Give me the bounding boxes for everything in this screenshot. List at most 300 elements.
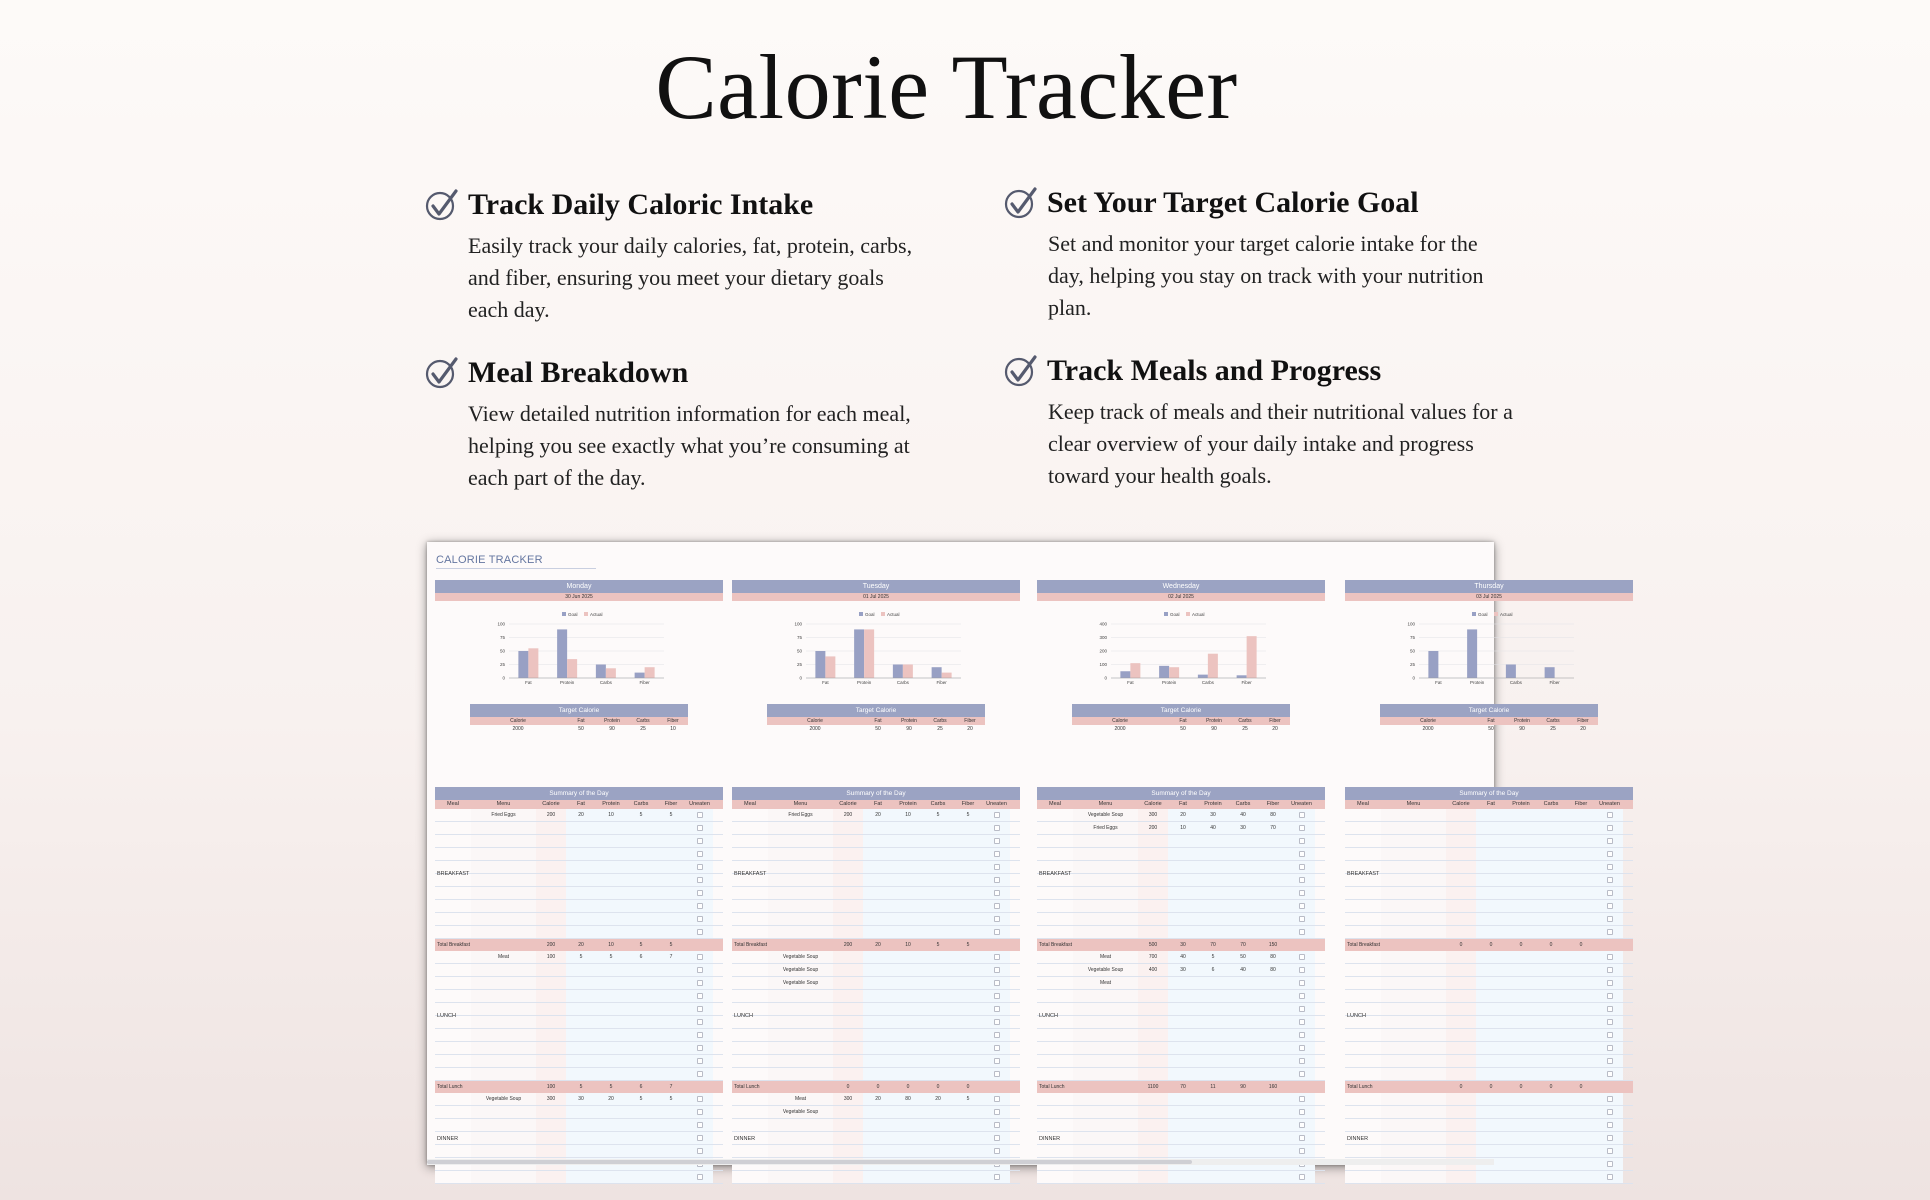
nutrient-cell[interactable] <box>863 1016 893 1028</box>
menu-cell[interactable] <box>1381 964 1446 976</box>
nutrient-cell[interactable] <box>863 1068 893 1080</box>
nutrient-cell[interactable] <box>1228 1042 1258 1054</box>
uneaten-checkbox[interactable] <box>1299 890 1305 896</box>
nutrient-cell[interactable] <box>1446 1145 1476 1157</box>
scrollbar-thumb[interactable] <box>427 1160 1192 1164</box>
nutrient-cell[interactable] <box>626 1145 656 1157</box>
nutrient-cell[interactable] <box>1228 913 1258 925</box>
nutrient-cell[interactable] <box>656 861 686 873</box>
nutrient-cell[interactable] <box>863 874 893 886</box>
nutrient-cell[interactable] <box>1198 1016 1228 1028</box>
nutrient-cell[interactable] <box>1566 1171 1596 1183</box>
nutrient-cell[interactable] <box>1228 1029 1258 1041</box>
nutrient-cell[interactable] <box>953 1171 983 1183</box>
nutrient-cell[interactable] <box>833 977 863 989</box>
nutrient-cell[interactable]: 5 <box>953 1093 983 1105</box>
nutrient-cell[interactable] <box>953 977 983 989</box>
uneaten-checkbox[interactable] <box>697 1006 703 1012</box>
menu-cell[interactable] <box>768 1016 833 1028</box>
uneaten-checkbox[interactable] <box>697 967 703 973</box>
nutrient-cell[interactable] <box>1168 1016 1198 1028</box>
nutrient-cell[interactable] <box>1258 1042 1288 1054</box>
nutrient-cell[interactable] <box>893 990 923 1002</box>
menu-cell[interactable] <box>471 913 536 925</box>
nutrient-cell[interactable] <box>953 926 983 938</box>
nutrient-cell[interactable] <box>1446 1093 1476 1105</box>
nutrient-cell[interactable]: 300 <box>1138 809 1168 821</box>
nutrient-cell[interactable] <box>656 848 686 860</box>
uneaten-checkbox[interactable] <box>1607 825 1613 831</box>
uneaten-checkbox[interactable] <box>994 877 1000 883</box>
nutrient-cell[interactable] <box>1138 1029 1168 1041</box>
uneaten-checkbox[interactable] <box>697 890 703 896</box>
nutrient-cell[interactable] <box>536 900 566 912</box>
nutrient-cell[interactable] <box>1198 1171 1228 1183</box>
nutrient-cell[interactable]: 40 <box>1168 951 1198 963</box>
nutrient-cell[interactable] <box>1138 1055 1168 1067</box>
nutrient-cell[interactable] <box>1566 1093 1596 1105</box>
menu-cell[interactable] <box>1073 1042 1138 1054</box>
nutrient-cell[interactable] <box>1138 874 1168 886</box>
nutrient-cell[interactable] <box>923 861 953 873</box>
nutrient-cell[interactable] <box>626 822 656 834</box>
nutrient-cell[interactable] <box>1258 1016 1288 1028</box>
nutrient-cell[interactable] <box>953 1003 983 1015</box>
nutrient-cell[interactable] <box>1476 1145 1506 1157</box>
menu-cell[interactable] <box>768 822 833 834</box>
nutrient-cell[interactable] <box>893 861 923 873</box>
nutrient-cell[interactable] <box>1536 1132 1566 1144</box>
menu-cell[interactable]: Vegetable Soup <box>471 1093 536 1105</box>
uneaten-checkbox[interactable] <box>1607 954 1613 960</box>
nutrient-cell[interactable] <box>536 977 566 989</box>
nutrient-cell[interactable] <box>1446 1042 1476 1054</box>
nutrient-cell[interactable] <box>656 1132 686 1144</box>
menu-cell[interactable] <box>1073 913 1138 925</box>
menu-cell[interactable] <box>1073 1119 1138 1131</box>
nutrient-cell[interactable] <box>1506 1055 1536 1067</box>
nutrient-cell[interactable] <box>1138 887 1168 899</box>
nutrient-cell[interactable] <box>1138 1171 1168 1183</box>
nutrient-cell[interactable] <box>1258 835 1288 847</box>
menu-cell[interactable] <box>1381 835 1446 847</box>
nutrient-cell[interactable] <box>656 1029 686 1041</box>
nutrient-cell[interactable]: 80 <box>1258 964 1288 976</box>
nutrient-cell[interactable] <box>1536 964 1566 976</box>
uneaten-checkbox[interactable] <box>1607 1032 1613 1038</box>
nutrient-cell[interactable] <box>833 1119 863 1131</box>
menu-cell[interactable]: Meat <box>471 951 536 963</box>
nutrient-cell[interactable] <box>536 848 566 860</box>
nutrient-cell[interactable] <box>1258 1068 1288 1080</box>
nutrient-cell[interactable] <box>1446 1055 1476 1067</box>
nutrient-cell[interactable] <box>596 1106 626 1118</box>
nutrient-cell[interactable] <box>833 1055 863 1067</box>
nutrient-cell[interactable]: 10 <box>893 809 923 821</box>
nutrient-cell[interactable] <box>1258 1003 1288 1015</box>
nutrient-cell[interactable] <box>1476 874 1506 886</box>
nutrient-cell[interactable] <box>923 913 953 925</box>
nutrient-cell[interactable] <box>863 913 893 925</box>
nutrient-cell[interactable] <box>1258 926 1288 938</box>
uneaten-checkbox[interactable] <box>994 890 1000 896</box>
nutrient-cell[interactable] <box>1476 1093 1506 1105</box>
nutrient-cell[interactable] <box>953 835 983 847</box>
nutrient-cell[interactable] <box>923 1068 953 1080</box>
nutrient-cell[interactable] <box>1536 1068 1566 1080</box>
nutrient-cell[interactable] <box>1566 964 1596 976</box>
nutrient-cell[interactable] <box>626 1003 656 1015</box>
nutrient-cell[interactable] <box>1446 951 1476 963</box>
nutrient-cell[interactable] <box>626 964 656 976</box>
uneaten-checkbox[interactable] <box>994 1045 1000 1051</box>
uneaten-checkbox[interactable] <box>697 993 703 999</box>
nutrient-cell[interactable]: 100 <box>536 951 566 963</box>
nutrient-cell[interactable] <box>1258 1132 1288 1144</box>
nutrient-cell[interactable] <box>656 1068 686 1080</box>
nutrient-cell[interactable] <box>1536 887 1566 899</box>
nutrient-cell[interactable] <box>1168 1171 1198 1183</box>
nutrient-cell[interactable] <box>923 1003 953 1015</box>
uneaten-checkbox[interactable] <box>1299 1045 1305 1051</box>
nutrient-cell[interactable] <box>1506 1016 1536 1028</box>
nutrient-cell[interactable] <box>893 1068 923 1080</box>
nutrient-cell[interactable] <box>626 1042 656 1054</box>
nutrient-cell[interactable] <box>1168 1106 1198 1118</box>
nutrient-cell[interactable] <box>1566 835 1596 847</box>
nutrient-cell[interactable] <box>1536 1055 1566 1067</box>
nutrient-cell[interactable] <box>596 1119 626 1131</box>
nutrient-cell[interactable] <box>626 1055 656 1067</box>
nutrient-cell[interactable] <box>1506 1042 1536 1054</box>
uneaten-checkbox[interactable] <box>1607 1045 1613 1051</box>
nutrient-cell[interactable] <box>536 1016 566 1028</box>
nutrient-cell[interactable] <box>1476 977 1506 989</box>
nutrient-cell[interactable] <box>833 887 863 899</box>
nutrient-cell[interactable] <box>893 874 923 886</box>
nutrient-cell[interactable] <box>596 1016 626 1028</box>
nutrient-cell[interactable] <box>1506 951 1536 963</box>
nutrient-cell[interactable] <box>1536 809 1566 821</box>
nutrient-cell[interactable] <box>566 1029 596 1041</box>
nutrient-cell[interactable] <box>1506 1158 1536 1170</box>
nutrient-cell[interactable] <box>863 822 893 834</box>
uneaten-checkbox[interactable] <box>697 851 703 857</box>
nutrient-cell[interactable]: 30 <box>566 1093 596 1105</box>
menu-cell[interactable] <box>768 1055 833 1067</box>
nutrient-cell[interactable]: 30 <box>1168 964 1198 976</box>
menu-cell[interactable] <box>1381 1132 1446 1144</box>
nutrient-cell[interactable] <box>1506 835 1536 847</box>
nutrient-cell[interactable] <box>923 1055 953 1067</box>
nutrient-cell[interactable] <box>1168 1093 1198 1105</box>
nutrient-cell[interactable] <box>536 1106 566 1118</box>
menu-cell[interactable] <box>1381 926 1446 938</box>
nutrient-cell[interactable] <box>536 1029 566 1041</box>
nutrient-cell[interactable] <box>596 900 626 912</box>
nutrient-cell[interactable] <box>566 1171 596 1183</box>
nutrient-cell[interactable] <box>1506 861 1536 873</box>
menu-cell[interactable] <box>471 1068 536 1080</box>
menu-cell[interactable] <box>1073 861 1138 873</box>
nutrient-cell[interactable] <box>1536 913 1566 925</box>
nutrient-cell[interactable] <box>536 887 566 899</box>
nutrient-cell[interactable] <box>656 887 686 899</box>
nutrient-cell[interactable] <box>1476 822 1506 834</box>
menu-cell[interactable] <box>1073 1145 1138 1157</box>
nutrient-cell[interactable] <box>1168 835 1198 847</box>
nutrient-cell[interactable] <box>1536 1145 1566 1157</box>
nutrient-cell[interactable] <box>1228 1171 1258 1183</box>
uneaten-checkbox[interactable] <box>1299 1006 1305 1012</box>
nutrient-cell[interactable] <box>1506 977 1536 989</box>
nutrient-cell[interactable] <box>1198 835 1228 847</box>
nutrient-cell[interactable] <box>566 1106 596 1118</box>
nutrient-cell[interactable] <box>626 1171 656 1183</box>
nutrient-cell[interactable] <box>833 964 863 976</box>
menu-cell[interactable] <box>1381 1106 1446 1118</box>
nutrient-cell[interactable] <box>1258 900 1288 912</box>
uneaten-checkbox[interactable] <box>697 1032 703 1038</box>
nutrient-cell[interactable] <box>893 1055 923 1067</box>
nutrient-cell[interactable] <box>596 874 626 886</box>
uneaten-checkbox[interactable] <box>1607 929 1613 935</box>
nutrient-cell[interactable] <box>566 1132 596 1144</box>
nutrient-cell[interactable]: 5 <box>923 809 953 821</box>
nutrient-cell[interactable] <box>1198 1055 1228 1067</box>
uneaten-checkbox[interactable] <box>994 993 1000 999</box>
nutrient-cell[interactable] <box>1198 977 1228 989</box>
uneaten-checkbox[interactable] <box>1607 838 1613 844</box>
nutrient-cell[interactable] <box>1138 1119 1168 1131</box>
uneaten-checkbox[interactable] <box>697 1135 703 1141</box>
nutrient-cell[interactable] <box>923 1145 953 1157</box>
nutrient-cell[interactable]: 300 <box>833 1093 863 1105</box>
nutrient-cell[interactable] <box>656 977 686 989</box>
menu-cell[interactable]: Vegetable Soup <box>768 951 833 963</box>
nutrient-cell[interactable] <box>1566 900 1596 912</box>
nutrient-cell[interactable] <box>596 964 626 976</box>
nutrient-cell[interactable] <box>923 926 953 938</box>
nutrient-cell[interactable] <box>596 977 626 989</box>
uneaten-checkbox[interactable] <box>1607 1122 1613 1128</box>
uneaten-checkbox[interactable] <box>1299 916 1305 922</box>
uneaten-checkbox[interactable] <box>697 1096 703 1102</box>
nutrient-cell[interactable] <box>1536 1042 1566 1054</box>
nutrient-cell[interactable] <box>863 887 893 899</box>
uneaten-checkbox[interactable] <box>697 954 703 960</box>
menu-cell[interactable] <box>768 913 833 925</box>
nutrient-cell[interactable] <box>1476 951 1506 963</box>
nutrient-cell[interactable] <box>1506 887 1536 899</box>
nutrient-cell[interactable] <box>833 1171 863 1183</box>
menu-cell[interactable] <box>471 835 536 847</box>
nutrient-cell[interactable] <box>923 977 953 989</box>
nutrient-cell[interactable] <box>953 848 983 860</box>
uneaten-checkbox[interactable] <box>1299 929 1305 935</box>
nutrient-cell[interactable] <box>536 835 566 847</box>
nutrient-cell[interactable] <box>536 913 566 925</box>
nutrient-cell[interactable] <box>923 1106 953 1118</box>
nutrient-cell[interactable] <box>1476 809 1506 821</box>
nutrient-cell[interactable] <box>1168 1003 1198 1015</box>
uneaten-checkbox[interactable] <box>697 1148 703 1154</box>
nutrient-cell[interactable] <box>566 977 596 989</box>
nutrient-cell[interactable] <box>626 977 656 989</box>
nutrient-cell[interactable] <box>1198 1042 1228 1054</box>
menu-cell[interactable] <box>1381 848 1446 860</box>
nutrient-cell[interactable] <box>1228 1016 1258 1028</box>
nutrient-cell[interactable] <box>566 1145 596 1157</box>
nutrient-cell[interactable] <box>893 835 923 847</box>
menu-cell[interactable] <box>768 1068 833 1080</box>
nutrient-cell[interactable] <box>1446 861 1476 873</box>
nutrient-cell[interactable] <box>1198 1132 1228 1144</box>
nutrient-cell[interactable] <box>596 1145 626 1157</box>
menu-cell[interactable]: Fried Eggs <box>768 809 833 821</box>
menu-cell[interactable] <box>1381 809 1446 821</box>
nutrient-cell[interactable] <box>566 964 596 976</box>
nutrient-cell[interactable] <box>566 835 596 847</box>
nutrient-cell[interactable] <box>863 848 893 860</box>
nutrient-cell[interactable] <box>1446 887 1476 899</box>
nutrient-cell[interactable] <box>893 977 923 989</box>
nutrient-cell[interactable] <box>626 1119 656 1131</box>
nutrient-cell[interactable] <box>1446 990 1476 1002</box>
nutrient-cell[interactable] <box>656 1106 686 1118</box>
menu-cell[interactable]: Vegetable Soup <box>1073 809 1138 821</box>
uneaten-checkbox[interactable] <box>994 851 1000 857</box>
nutrient-cell[interactable] <box>893 1171 923 1183</box>
uneaten-checkbox[interactable] <box>1607 1096 1613 1102</box>
nutrient-cell[interactable] <box>863 926 893 938</box>
menu-cell[interactable]: Meat <box>1073 977 1138 989</box>
nutrient-cell[interactable] <box>1228 977 1258 989</box>
nutrient-cell[interactable] <box>1198 1068 1228 1080</box>
menu-cell[interactable] <box>1073 1016 1138 1028</box>
nutrient-cell[interactable] <box>1476 1042 1506 1054</box>
uneaten-checkbox[interactable] <box>994 1019 1000 1025</box>
uneaten-checkbox[interactable] <box>994 1122 1000 1128</box>
menu-cell[interactable] <box>471 964 536 976</box>
nutrient-cell[interactable] <box>1138 990 1168 1002</box>
nutrient-cell[interactable] <box>1476 1119 1506 1131</box>
nutrient-cell[interactable] <box>1476 913 1506 925</box>
uneaten-checkbox[interactable] <box>1607 993 1613 999</box>
nutrient-cell[interactable] <box>656 1003 686 1015</box>
nutrient-cell[interactable] <box>863 1003 893 1015</box>
nutrient-cell[interactable] <box>1138 1132 1168 1144</box>
nutrient-cell[interactable]: 5 <box>656 1093 686 1105</box>
nutrient-cell[interactable] <box>1258 990 1288 1002</box>
menu-cell[interactable] <box>1381 887 1446 899</box>
uneaten-checkbox[interactable] <box>1299 851 1305 857</box>
nutrient-cell[interactable] <box>863 1132 893 1144</box>
nutrient-cell[interactable] <box>566 1042 596 1054</box>
nutrient-cell[interactable] <box>953 822 983 834</box>
nutrient-cell[interactable] <box>923 887 953 899</box>
nutrient-cell[interactable] <box>596 913 626 925</box>
nutrient-cell[interactable] <box>1476 1132 1506 1144</box>
nutrient-cell[interactable]: 50 <box>1228 951 1258 963</box>
nutrient-cell[interactable] <box>656 822 686 834</box>
nutrient-cell[interactable] <box>953 887 983 899</box>
nutrient-cell[interactable]: 40 <box>1228 964 1258 976</box>
nutrient-cell[interactable] <box>1536 1158 1566 1170</box>
menu-cell[interactable] <box>1073 887 1138 899</box>
nutrient-cell[interactable] <box>1536 874 1566 886</box>
nutrient-cell[interactable] <box>1536 1016 1566 1028</box>
nutrient-cell[interactable] <box>626 887 656 899</box>
nutrient-cell[interactable] <box>1446 964 1476 976</box>
nutrient-cell[interactable] <box>566 1003 596 1015</box>
nutrient-cell[interactable] <box>953 874 983 886</box>
nutrient-cell[interactable] <box>1536 1119 1566 1131</box>
menu-cell[interactable]: Vegetable Soup <box>768 977 833 989</box>
nutrient-cell[interactable] <box>833 1145 863 1157</box>
nutrient-cell[interactable] <box>1138 835 1168 847</box>
nutrient-cell[interactable] <box>923 874 953 886</box>
nutrient-cell[interactable] <box>536 1003 566 1015</box>
menu-cell[interactable] <box>471 861 536 873</box>
nutrient-cell[interactable] <box>833 1106 863 1118</box>
nutrient-cell[interactable]: 200 <box>536 809 566 821</box>
nutrient-cell[interactable]: 10 <box>1168 822 1198 834</box>
nutrient-cell[interactable] <box>1168 900 1198 912</box>
nutrient-cell[interactable] <box>833 835 863 847</box>
nutrient-cell[interactable] <box>833 861 863 873</box>
nutrient-cell[interactable] <box>1198 874 1228 886</box>
nutrient-cell[interactable] <box>1258 1055 1288 1067</box>
nutrient-cell[interactable] <box>1138 1068 1168 1080</box>
menu-cell[interactable] <box>471 926 536 938</box>
uneaten-checkbox[interactable] <box>1299 864 1305 870</box>
menu-cell[interactable] <box>471 822 536 834</box>
nutrient-cell[interactable] <box>863 951 893 963</box>
nutrient-cell[interactable] <box>1258 913 1288 925</box>
nutrient-cell[interactable] <box>833 1003 863 1015</box>
nutrient-cell[interactable] <box>1168 887 1198 899</box>
nutrient-cell[interactable] <box>923 822 953 834</box>
uneaten-checkbox[interactable] <box>697 980 703 986</box>
nutrient-cell[interactable] <box>1476 1029 1506 1041</box>
nutrient-cell[interactable] <box>656 926 686 938</box>
nutrient-cell[interactable]: 400 <box>1138 964 1168 976</box>
nutrient-cell[interactable] <box>893 913 923 925</box>
uneaten-checkbox[interactable] <box>1299 1174 1305 1180</box>
nutrient-cell[interactable] <box>1566 887 1596 899</box>
uneaten-checkbox[interactable] <box>1607 1071 1613 1077</box>
nutrient-cell[interactable] <box>1138 1003 1168 1015</box>
nutrient-cell[interactable] <box>1228 900 1258 912</box>
nutrient-cell[interactable] <box>833 1029 863 1041</box>
nutrient-cell[interactable]: 20 <box>596 1093 626 1105</box>
nutrient-cell[interactable] <box>923 1119 953 1131</box>
nutrient-cell[interactable] <box>1536 951 1566 963</box>
nutrient-cell[interactable] <box>1138 848 1168 860</box>
nutrient-cell[interactable] <box>1506 822 1536 834</box>
nutrient-cell[interactable] <box>1536 835 1566 847</box>
nutrient-cell[interactable] <box>923 1132 953 1144</box>
uneaten-checkbox[interactable] <box>1299 825 1305 831</box>
uneaten-checkbox[interactable] <box>697 825 703 831</box>
nutrient-cell[interactable] <box>863 1145 893 1157</box>
uneaten-checkbox[interactable] <box>994 864 1000 870</box>
nutrient-cell[interactable] <box>1536 848 1566 860</box>
menu-cell[interactable] <box>1073 1132 1138 1144</box>
nutrient-cell[interactable] <box>1566 1042 1596 1054</box>
nutrient-cell[interactable] <box>1476 861 1506 873</box>
